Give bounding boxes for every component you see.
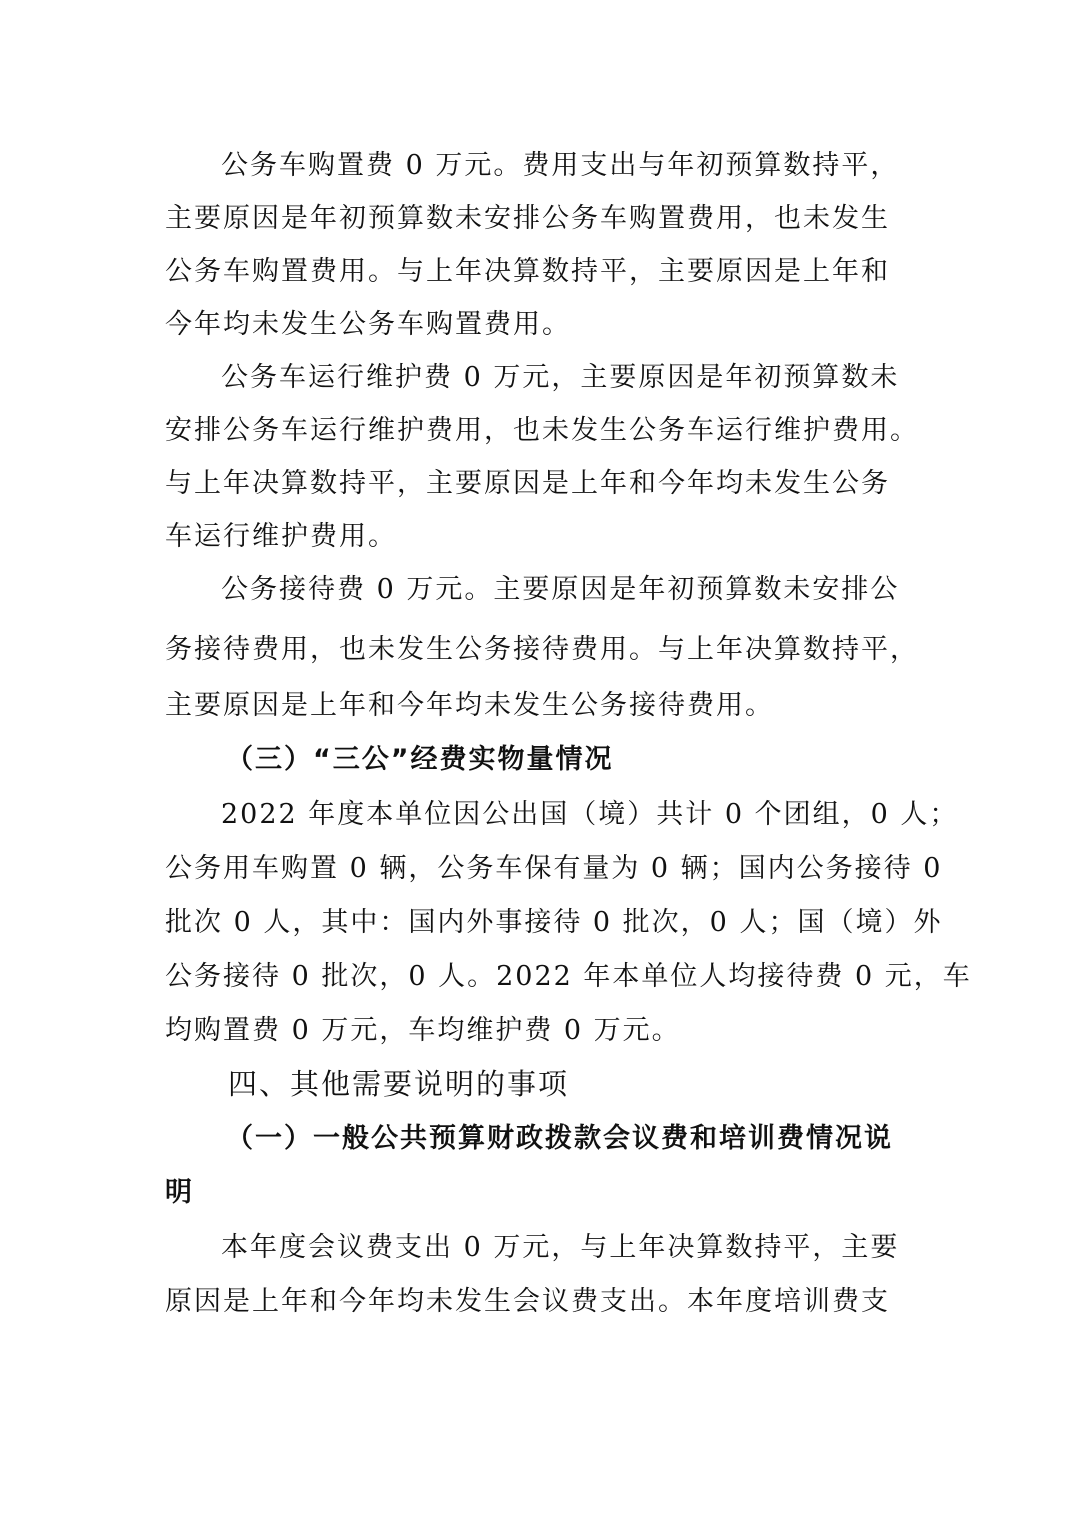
paragraph-line: 安排公务车运行维护费用，也未发生公务车运行维护费用。	[165, 415, 919, 446]
paragraph-line: 2022 年度本单位因公出国（境）共计 0 个团组，0 人；	[221, 799, 959, 830]
paragraph-line: 今年均未发生公务车购置费用。	[165, 309, 571, 340]
paragraph-line: 公务车购置费用。与上年决算数持平，主要原因是上年和	[165, 256, 890, 287]
section-heading-4: 四、其他需要说明的事项	[228, 1067, 570, 1101]
subsection-heading-4-1: （一）一般公共预算财政拨款会议费和培训费情况说	[226, 1123, 893, 1154]
paragraph-line: 公务车运行维护费 0 万元，主要原因是年初预算数未	[221, 362, 900, 393]
paragraph-line: 原因是上年和今年均未发生会议费支出。本年度培训费支	[165, 1286, 890, 1317]
paragraph-line: 公务车购置费 0 万元。费用支出与年初预算数持平，	[221, 150, 900, 181]
subsection-heading-4-1-cont: 明	[165, 1177, 194, 1208]
section-heading-3: （三）“三公”经费实物量情况	[226, 744, 614, 775]
paragraph-line: 务接待费用，也未发生公务接待费用。与上年决算数持平，	[165, 634, 919, 665]
paragraph-line: 主要原因是年初预算数未安排公务车购置费用，也未发生	[165, 203, 890, 234]
paragraph-line: 公务接待 0 批次，0 人。2022 年本单位人均接待费 0 元，车	[165, 961, 972, 992]
paragraph-line: 主要原因是上年和今年均未发生公务接待费用。	[165, 690, 774, 721]
paragraph-line: 车运行维护费用。	[165, 521, 397, 552]
paragraph-line: 公务接待费 0 万元。主要原因是年初预算数未安排公	[221, 574, 900, 605]
paragraph-line: 公务用车购置 0 辆，公务车保有量为 0 辆；国内公务接待 0	[165, 853, 943, 884]
paragraph-line: 批次 0 人，其中：国内外事接待 0 批次，0 人；国（境）外	[165, 907, 943, 938]
paragraph-line: 均购置费 0 万元，车均维护费 0 万元。	[165, 1015, 681, 1046]
paragraph-line: 本年度会议费支出 0 万元，与上年决算数持平，主要	[221, 1232, 900, 1263]
paragraph-line: 与上年决算数持平，主要原因是上年和今年均未发生公务	[165, 468, 890, 499]
